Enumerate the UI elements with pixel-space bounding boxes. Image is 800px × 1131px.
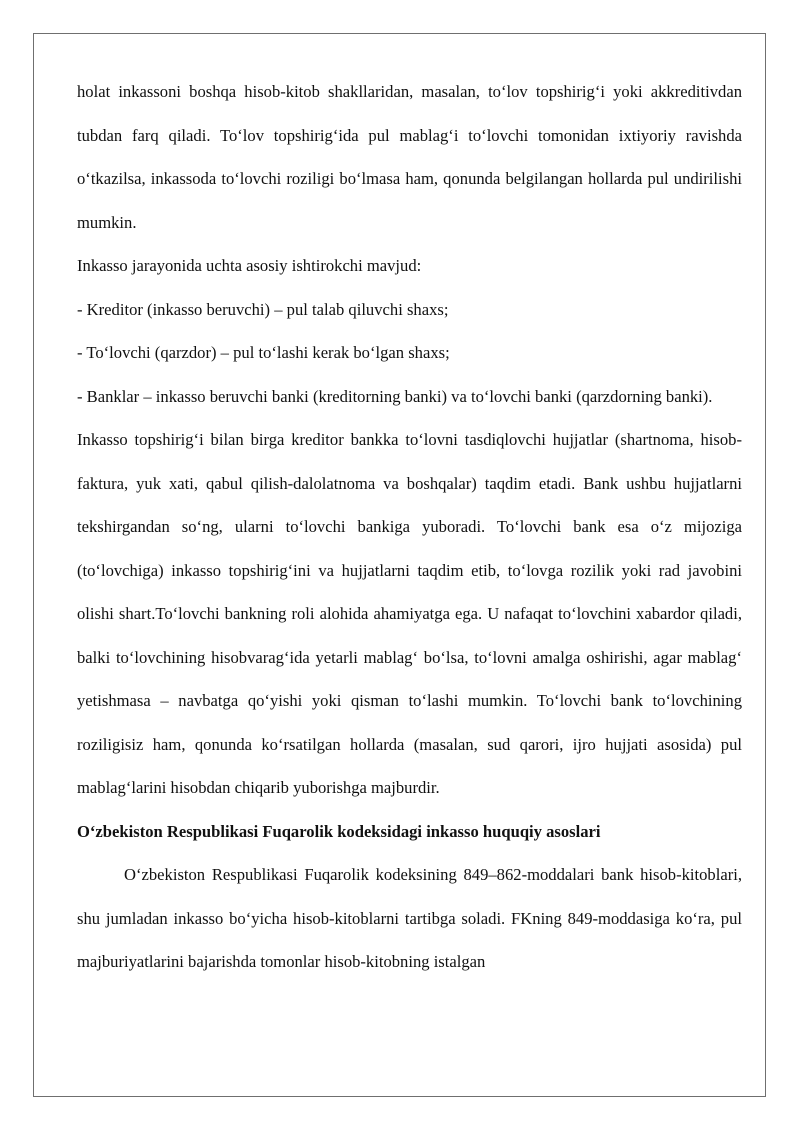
paragraph-inkasso-process: Inkasso topshirig‘i bilan birga kreditor bankka to‘lovni tasdiqlovchi hujjatlar (shartnoma, hisob-faktura, yuk xati, qabul qilish-dalolatnoma va boshqalar) taqdim etadi. Bank ushbu hujjatlarni tekshirgandan so‘ng, ularni to‘lovchi bankiga yuboradi. To‘lovchi bank esa o‘z mijoziga (to‘lovchiga) inkasso topshirig‘ini va hujjatlarni taqdim etib, to‘lovga rozilik yoki rad javobini olishi shart.To‘lovchi bankning roli alohida ahamiyatga ega. U nafaqat to‘lovchini xabardor qiladi, balki to‘lovchining hisobvarag‘ida yetarli mablag‘ bo‘lsa, to‘lovni amalga oshirishi, agar mablag‘ yetishmasa – navbatga qo‘yishi yoki qisman to‘lashi mumkin. To‘lovchi bank to‘lovchining roziligisiz ham, qonunda ko‘rsatilgan hollarda (masalan, sud qarori, ijro hujjati asosida) pul mablag‘larini hisobdan chiqarib yuborishga majburdir.: [77, 430, 742, 797]
list-item-tolovchi: - To‘lovchi (qarzdor) – pul to‘lashi kerak bo‘lgan shaxs;: [77, 343, 450, 362]
list-item-banklar: - Banklar – inkasso beruvchi banki (kreditorning banki) va to‘lovchi banki (qarzdorning banki).: [77, 386, 713, 406]
paragraph-civil-code: O‘zbekiston Respublikasi Fuqarolik kodeksining 849–862-moddalari bank hisob-kitoblari, shu jumladan inkasso bo‘yicha hisob-kitoblarni tartibga soladi. FKning 849-moddasiga ko‘ra, pul majburiyatlarini bajarishda tomonlar hisob-kitobning istalgan: [77, 865, 742, 971]
document-body: [77, 70, 742, 984]
section-heading-legal-basis: O‘zbekiston Respublikasi Fuqarolik kodeksidagi inkasso huquqiy asoslari: [77, 821, 601, 841]
paragraph-participants-intro: Inkasso jarayonida uchta asosiy ishtirokchi mavjud:: [77, 256, 422, 275]
paragraph-inkasso-difference: holat inkassoni boshqa hisob-kitob shakllaridan, masalan, to‘lov topshirig‘i yoki akkreditivdan tubdan farq qiladi. To‘lov topshirig‘ida pul mablag‘i to‘lovchi tomonidan ixtiyoriy ravishda o‘tkazilsa, inkassoda to‘lovchi roziligi bo‘lmasa ham, qonunda belgilangan hollarda pul undirilishi mumkin.: [77, 82, 742, 232]
list-item-kreditor: - Kreditor (inkasso beruvchi) – pul talab qiluvchi shaxs;: [77, 299, 449, 319]
